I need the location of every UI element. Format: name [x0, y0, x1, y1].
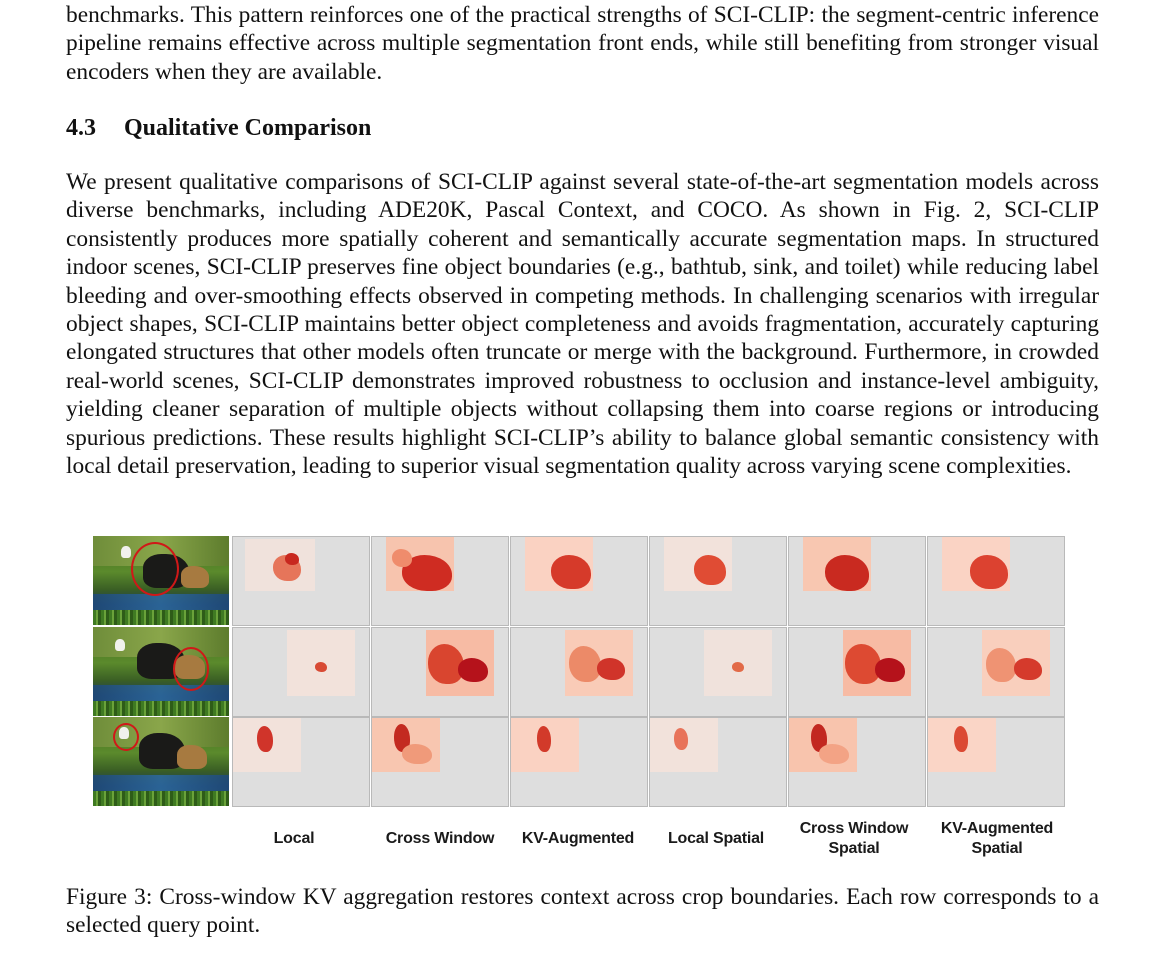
- attention-panel: [510, 627, 648, 717]
- attention-panel: [232, 536, 370, 626]
- figure-row-2: [93, 627, 1067, 716]
- attention-panel: [649, 717, 787, 807]
- attention-panel: [927, 627, 1065, 717]
- attention-panel: [371, 627, 509, 717]
- column-label-kv-augmented-spatial: KV-Augmented Spatial: [940, 820, 1054, 857]
- attention-panel: [649, 536, 787, 626]
- column-label-kv-augmented: KV-Augmented: [521, 830, 635, 847]
- attention-panel: [788, 627, 926, 717]
- column-label-cross-window-spatial: Cross Window Spatial: [799, 820, 909, 857]
- paragraph-qualitative-comparison: We present qualitative comparisons of SCI-CLIP against several state-of-the-art segmentation models across diverse benchmarks, including ADE20K, Pascal Context, and COCO. As shown in Fig. 2, SCI-CLIP consistently produces more spatially coherent and semantically accurate segmentation maps. In structured indoor scenes, SCI-CLIP preserves fine object boundaries (e.g., bathtub, sink, and toilet) while reducing label bleeding and over-smoothing effects observed in competing methods. In challenging scenarios with irregular object shapes, SCI-CLIP maintains better object completeness and avoids fragmentation, accurately capturing elongated structures that other models often truncate or merge with the background. Furthermore, in crowded real-world scenes, SCI-CLIP demonstrates improved robustness to occlusion and instance-level ambiguity, yielding cleaner separation of multiple objects without collapsing them into coarse regions or introducing spurious predictions. These results highlight SCI-CLIP’s ability to balance global semantic consistency with local detail preservation, leading to superior visual segmentation quality across varying scene complexities.: [66, 169, 1099, 480]
- section-title: Qualitative Comparison: [124, 115, 372, 141]
- attention-panel: [927, 536, 1065, 626]
- attention-panel: [788, 536, 926, 626]
- section-number: 4.3: [66, 115, 96, 141]
- column-label-local: Local: [273, 830, 315, 847]
- attention-panel: [649, 627, 787, 717]
- figure-attention-maps: [93, 536, 1067, 808]
- column-label-cross-window: Cross Window: [385, 830, 495, 847]
- attention-panel: [371, 536, 509, 626]
- query-image-row-3: [93, 717, 229, 806]
- figure-caption: Figure 3: Cross-window KV aggregation restores context across crop boundaries. Each row corresponds to a selected query point.: [66, 884, 1099, 939]
- query-circle-icon: [173, 647, 209, 691]
- query-image-row-2: [93, 627, 229, 716]
- attention-panel: [927, 717, 1065, 807]
- figure-row-3: [93, 717, 1067, 806]
- paragraph-intro-continuation: benchmarks. This pattern reinforces one of the practical strengths of SCI-CLIP: the segment-centric inference pipeline remains effective across multiple segmentation front ends, while still benefiting from stronger visual encoders when they are available.: [66, 2, 1099, 85]
- attention-panel: [510, 717, 648, 807]
- attention-panel: [232, 717, 370, 807]
- figure-row-1: [93, 536, 1067, 625]
- column-label-local-spatial: Local Spatial: [667, 830, 765, 847]
- query-image-row-1: [93, 536, 229, 625]
- attention-panel: [371, 717, 509, 807]
- attention-panel: [232, 627, 370, 717]
- query-circle-icon: [131, 542, 179, 596]
- attention-panel: [788, 717, 926, 807]
- attention-panel: [510, 536, 648, 626]
- section-heading: [66, 115, 371, 142]
- query-circle-icon: [113, 723, 139, 751]
